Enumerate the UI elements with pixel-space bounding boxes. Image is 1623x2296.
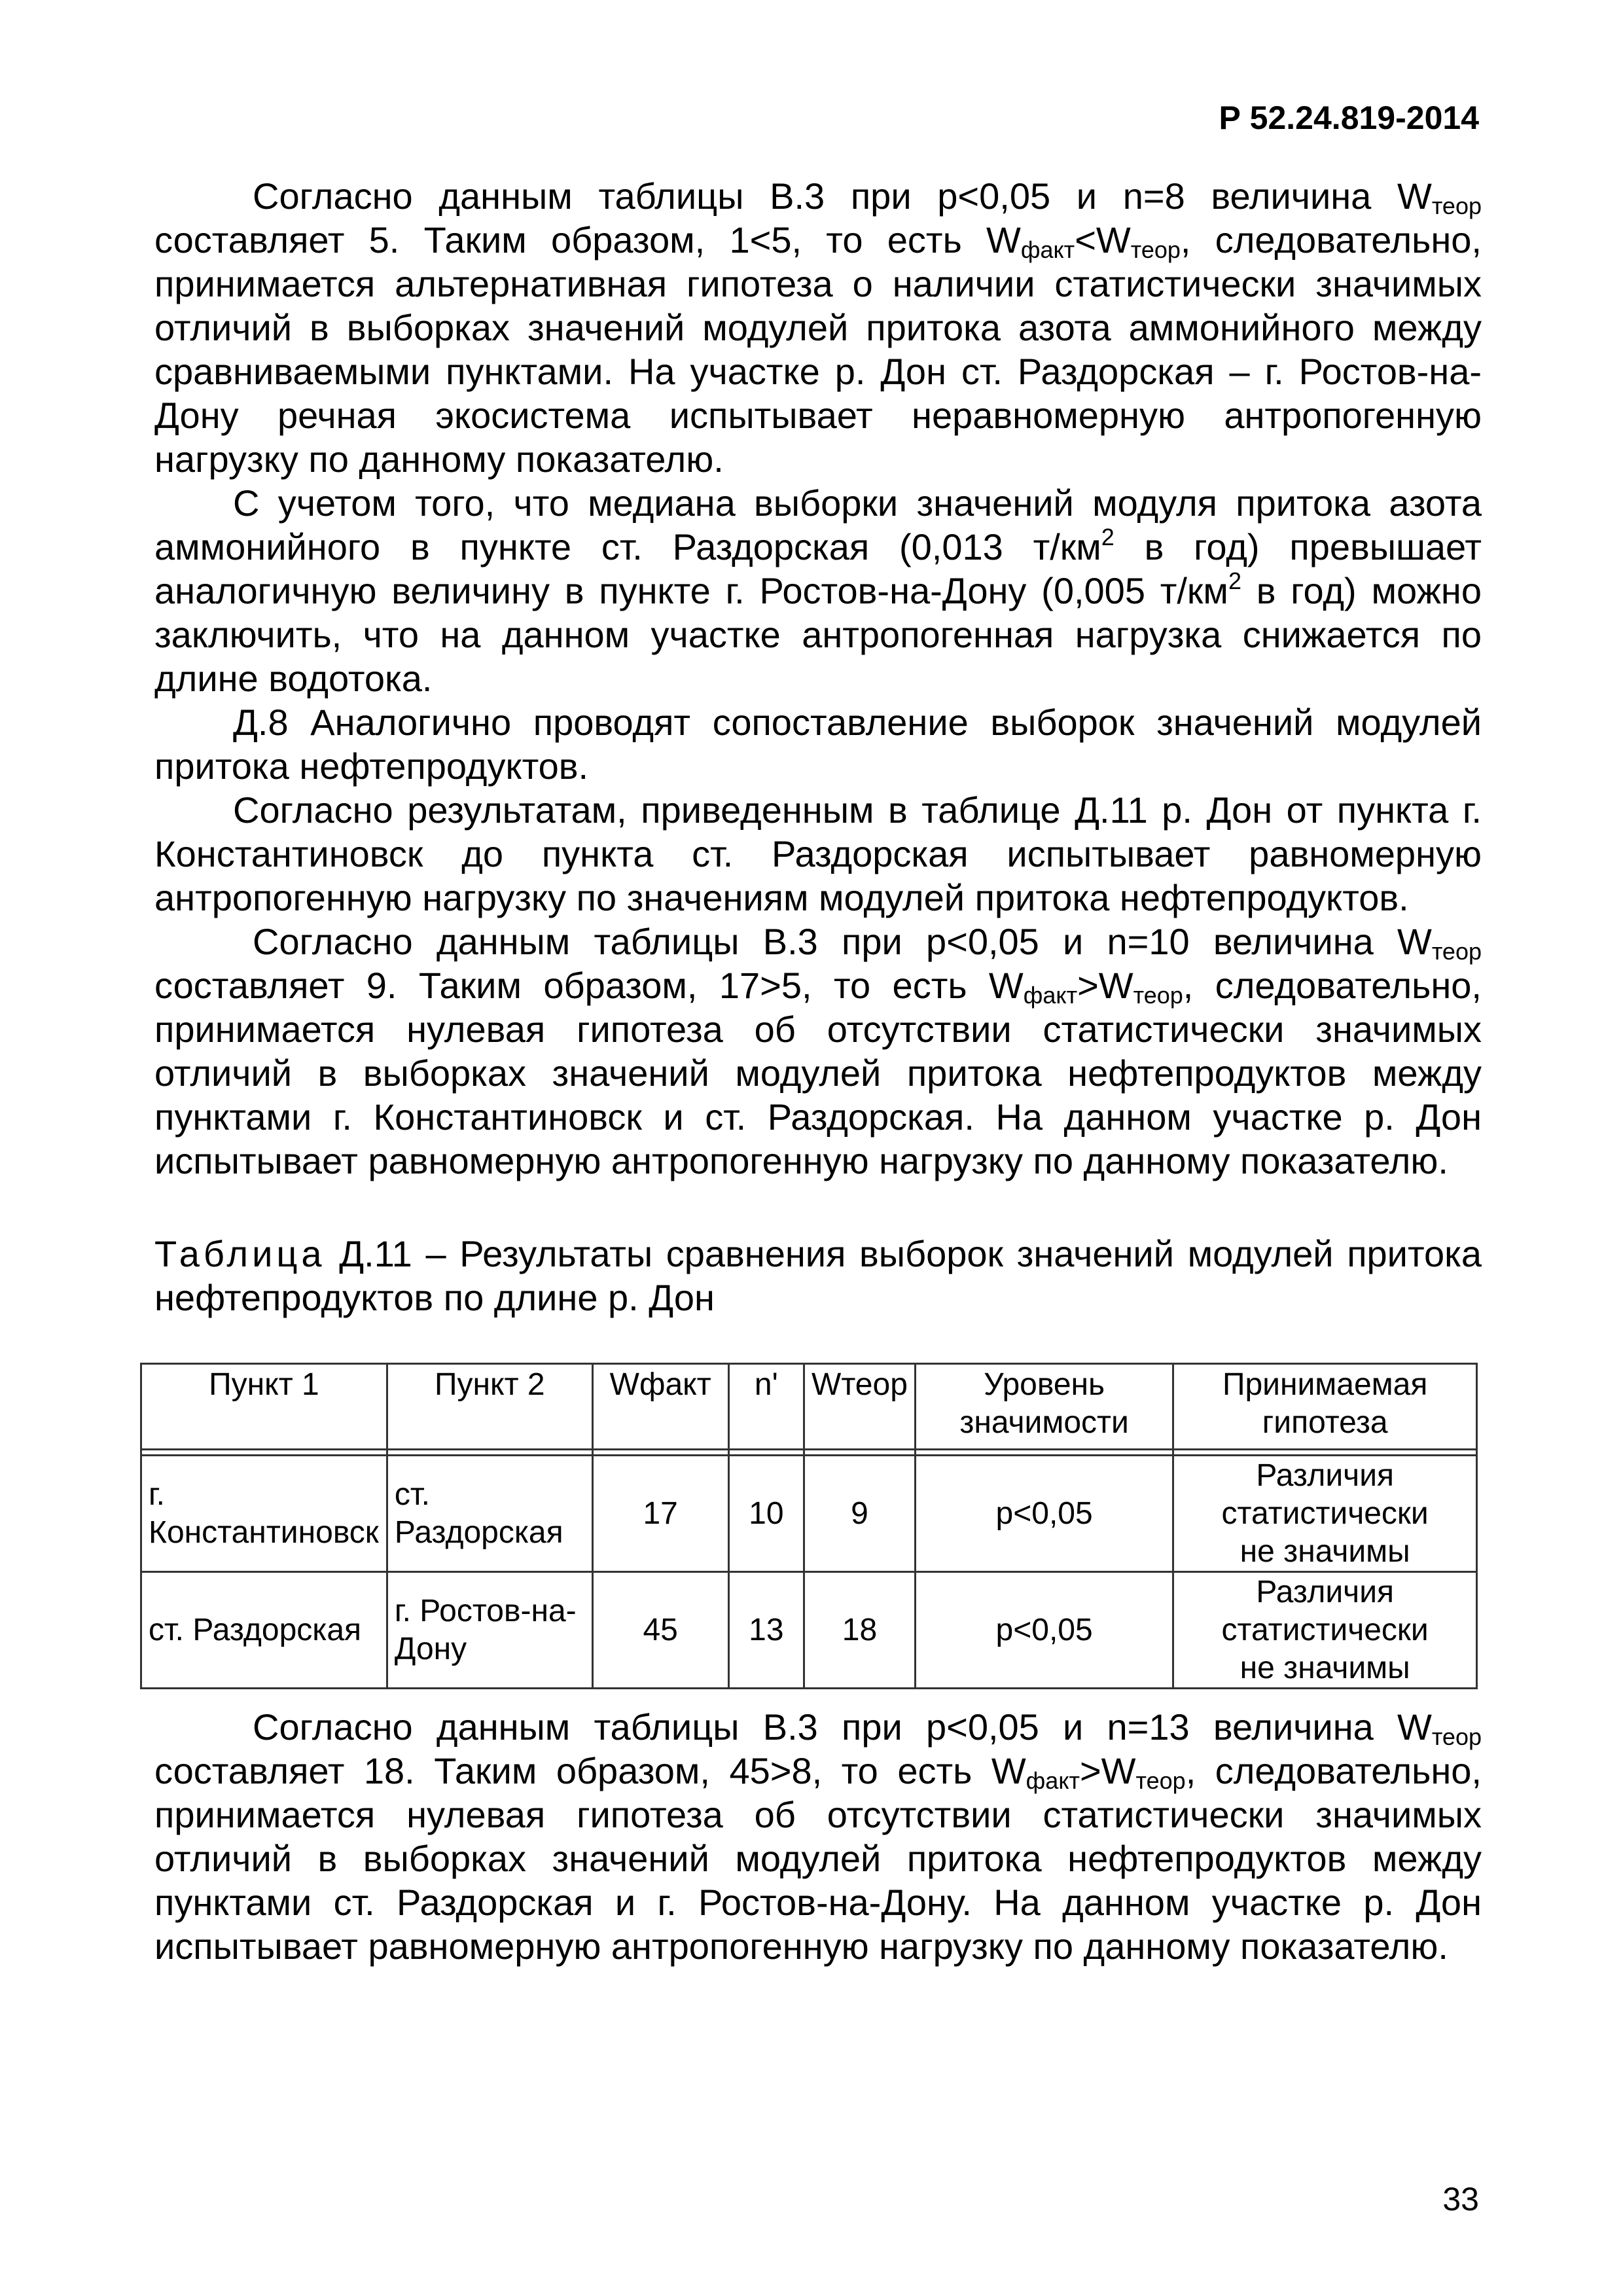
caption-text: Д.11 – Результаты сравнения выборок значений модулей притока нефтепродуктов по длине р. Дон [154, 1233, 1482, 1318]
page-number: 33 [1442, 2181, 1479, 2217]
caption-label: Таблица [154, 1233, 326, 1274]
cell-point-2: г. Ростов-на-Дону [387, 1572, 592, 1689]
header-wfact: Wфакт [592, 1364, 728, 1450]
cell-point-2: ст. Раздорская [387, 1456, 592, 1572]
paragraph-2: С учетом того, что медиана выборки значений модуля притока азота аммонийного в пункте ст. Раздорская (0,013 $т/км^2$ в год) превышает аналогичную величину в пункте г. Ростов-на-Дону (0,005 $т/км^2$ в год) можно заключить, что на данном участке антропогенная нагрузка снижается по длине водотока. [154, 482, 1482, 699]
cell-n: 13 [728, 1572, 804, 1689]
cell-hypothesis: Различия статистически не значимы [1173, 1456, 1477, 1572]
cell-wteor: 9 [804, 1456, 916, 1572]
document-code: Р 52.24.819-2014 [1219, 99, 1479, 136]
cell-significance-level: p<0,05 [915, 1456, 1173, 1572]
paragraph-4: Согласно результатам, приведенным в таблице Д.11 р. Дон от пункта г. Константиновск до пункта ст. Раздорская испытывает равномерную антропогенную нагрузку по значениям модулей притока нефтепродуктов. [154, 789, 1482, 918]
cell-n: 10 [728, 1456, 804, 1572]
paragraph-1: Согласно данным таблицы В.3 при p<0,05 и n=8 величина $W_{теор}$ составляет 5. Таким образом, 1<5, то есть $W_{факт}<W_{теор}$, следовательно, принимается альтернативная гипотеза о наличии статистически значимых отличий в выборках значений модулей притока азота аммонийного между сравниваемыми пунктами. На участке р. Дон ст. Раздорская – г. Ростов-на-Дону речная экосистема испытывает неравномерную антропогенную нагрузку по данному показателю. [154, 175, 1482, 480]
cell-hypothesis: Различия статистически не значимы [1173, 1572, 1477, 1689]
cell-point-1: г. Константиновск [141, 1456, 387, 1572]
header-point-1: Пункт 1 [141, 1364, 387, 1450]
table-header-row [141, 1364, 1477, 1450]
paragraph-3: Д.8 Аналогично проводят сопоставление выборок значений модулей притока нефтепродуктов. [154, 702, 1482, 787]
header-significance-level: Уровень значимости [915, 1364, 1173, 1450]
table-row [141, 1572, 1477, 1689]
cell-significance-level: p<0,05 [915, 1572, 1173, 1689]
paragraph-6: Согласно данным таблицы В.3 при p<0,05 и n=13 величина $W_{теор}$ составляет 18. Таким образом, 45>8, то есть $W_{факт}>W_{теор}$, следовательно, принимается нулевая гипотеза об отсутствии статистически значимых отличий в выборках значений модулей притока нефтепродуктов между пунктами ст. Раздорская и г. Ростов-на-Дону. На данном участке р. Дон испытывает равномерную антропогенную нагрузку по данному показателю. [154, 1706, 1482, 1967]
results-table [140, 1363, 1478, 1689]
cell-wfact: 17 [592, 1456, 728, 1572]
cell-point-1: ст. Раздорская [141, 1572, 387, 1689]
text-block-top [154, 174, 1482, 1183]
header-gap-row [141, 1450, 1477, 1456]
header-point-2: Пункт 2 [387, 1364, 592, 1450]
header-accepted-hypothesis: Принимаемая гипотеза [1173, 1364, 1477, 1450]
header-n: n' [728, 1364, 804, 1450]
table-caption [154, 1232, 1482, 1319]
table-row [141, 1456, 1477, 1572]
cell-wteor: 18 [804, 1572, 916, 1689]
paragraph-5: Согласно данным таблицы В.3 при p<0,05 и n=10 величина $W_{теор}$ составляет 9. Таким образом, 17>5, то есть $W_{факт}>W_{теор}$, следовательно, принимается нулевая гипотеза об отсутствии статистически значимых отличий в выборках значений модулей притока нефтепродуктов между пунктами г. Константиновск и ст. Раздорская. На данном участке р. Дон испытывает равномерную антропогенную нагрузку по данному показателю. [154, 921, 1482, 1181]
header-wteor: Wтеор [804, 1364, 916, 1450]
text-block-bottom [154, 1705, 1482, 1968]
cell-wfact: 45 [592, 1572, 728, 1689]
